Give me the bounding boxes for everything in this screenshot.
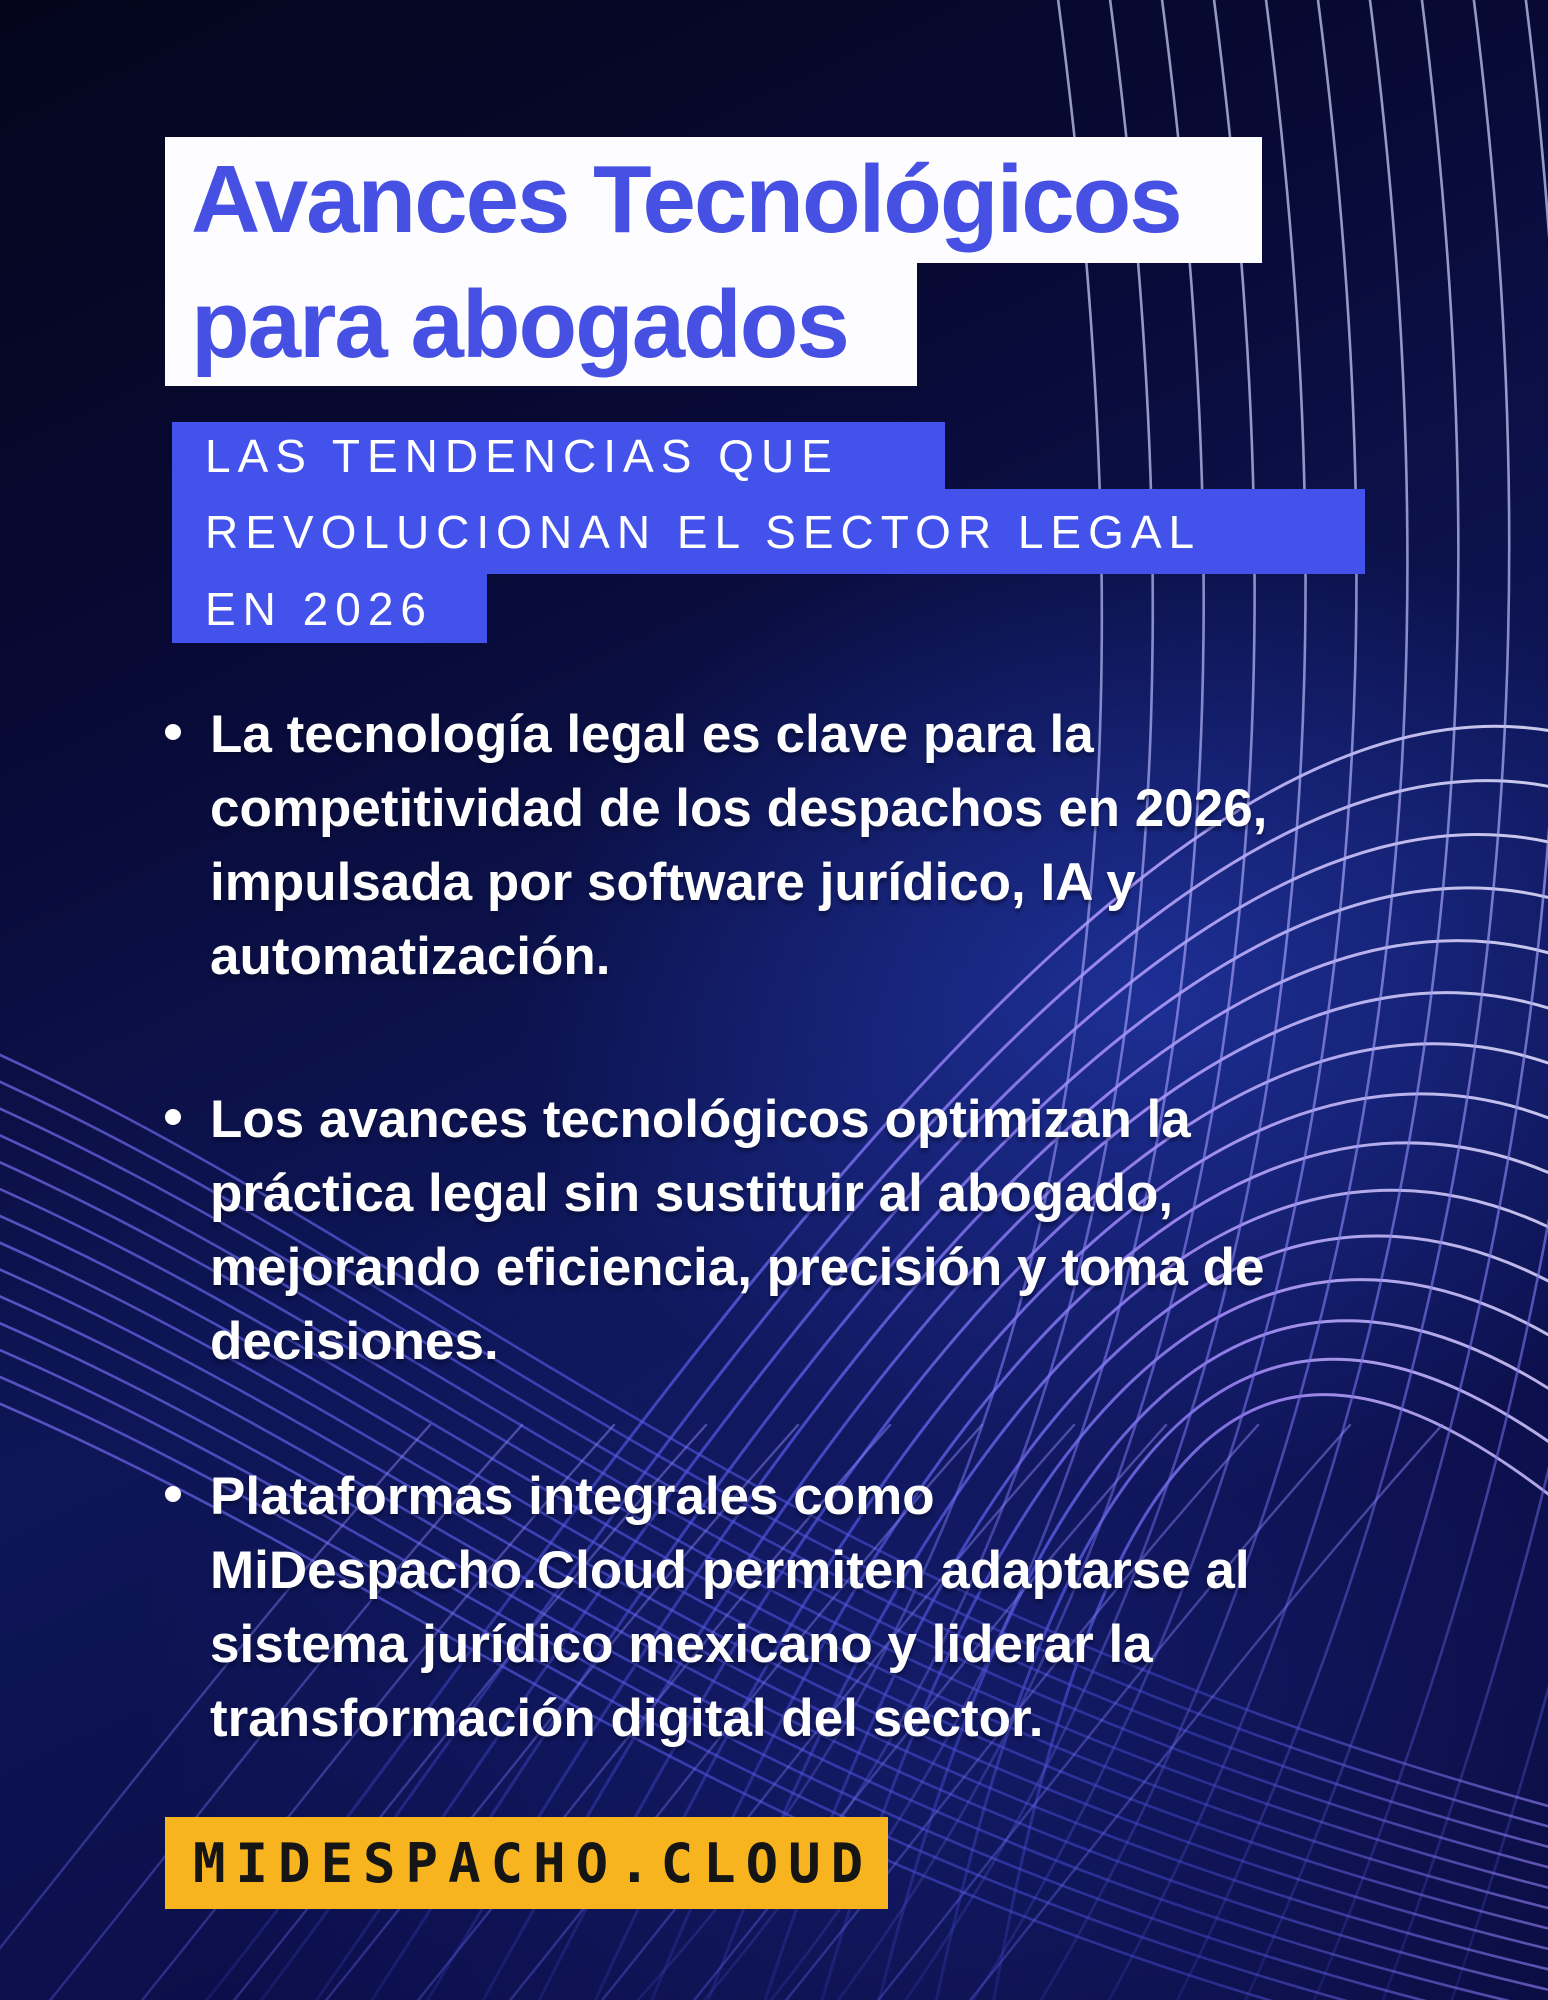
bullet-3-line-2: MiDespacho.Cloud permiten adaptarse al: [210, 1541, 1250, 1600]
bullet-1-line-4: automatización.: [210, 927, 611, 986]
bullet-dot: [165, 1109, 181, 1125]
title-line1: Avances Tecnológicos: [191, 146, 1181, 253]
subtitle-line1: LAS TENDENCIAS QUE: [205, 429, 839, 482]
bullet-3-line-1: Plataformas integrales como: [210, 1467, 935, 1526]
subtitle-line2: REVOLUCIONAN EL SECTOR LEGAL: [205, 505, 1202, 558]
subtitle-box-line3: [172, 574, 487, 643]
bullet-item-1: [165, 698, 1267, 994]
title-box-line2: [165, 263, 917, 386]
title-box-line1: [165, 137, 1262, 263]
bullet-3-line-3: sistema jurídico mexicano y liderar la: [210, 1615, 1153, 1674]
subtitle-line3: EN 2026: [205, 582, 434, 635]
bullet-2-line-4: decisiones.: [210, 1312, 499, 1371]
title-line2: para abogados: [191, 270, 848, 378]
bullet-item-2: [165, 1083, 1264, 1379]
bullet-2-line-2: práctica legal sin sustituir al abogado,: [210, 1164, 1174, 1223]
bullet-item-3: [165, 1460, 1250, 1756]
bullet-1-line-1: La tecnología legal es clave para la: [210, 705, 1094, 764]
subtitle-box-line1: [172, 422, 945, 489]
brand-badge-label: MIDESPACHO.CLOUD: [193, 1831, 874, 1895]
bullet-1-line-2: competitividad de los despachos en 2026,: [210, 779, 1268, 838]
bullet-dot: [165, 724, 181, 740]
bullet-text-3: [210, 1460, 1250, 1756]
brand-badge: [165, 1817, 888, 1909]
bullet-text-2: [210, 1083, 1264, 1379]
bullet-1-line-3: impulsada por software jurídico, IA y: [210, 853, 1136, 912]
bullet-2-line-1: Los avances tecnológicos optimizan la: [210, 1090, 1191, 1149]
bullet-3-line-4: transformación digital del sector.: [210, 1689, 1044, 1748]
bullet-dot: [165, 1486, 181, 1502]
bullet-text-1: [210, 698, 1267, 994]
bullet-2-line-3: mejorando eficiencia, precisión y toma de: [210, 1238, 1265, 1297]
subtitle-box-line2: [172, 489, 1365, 574]
